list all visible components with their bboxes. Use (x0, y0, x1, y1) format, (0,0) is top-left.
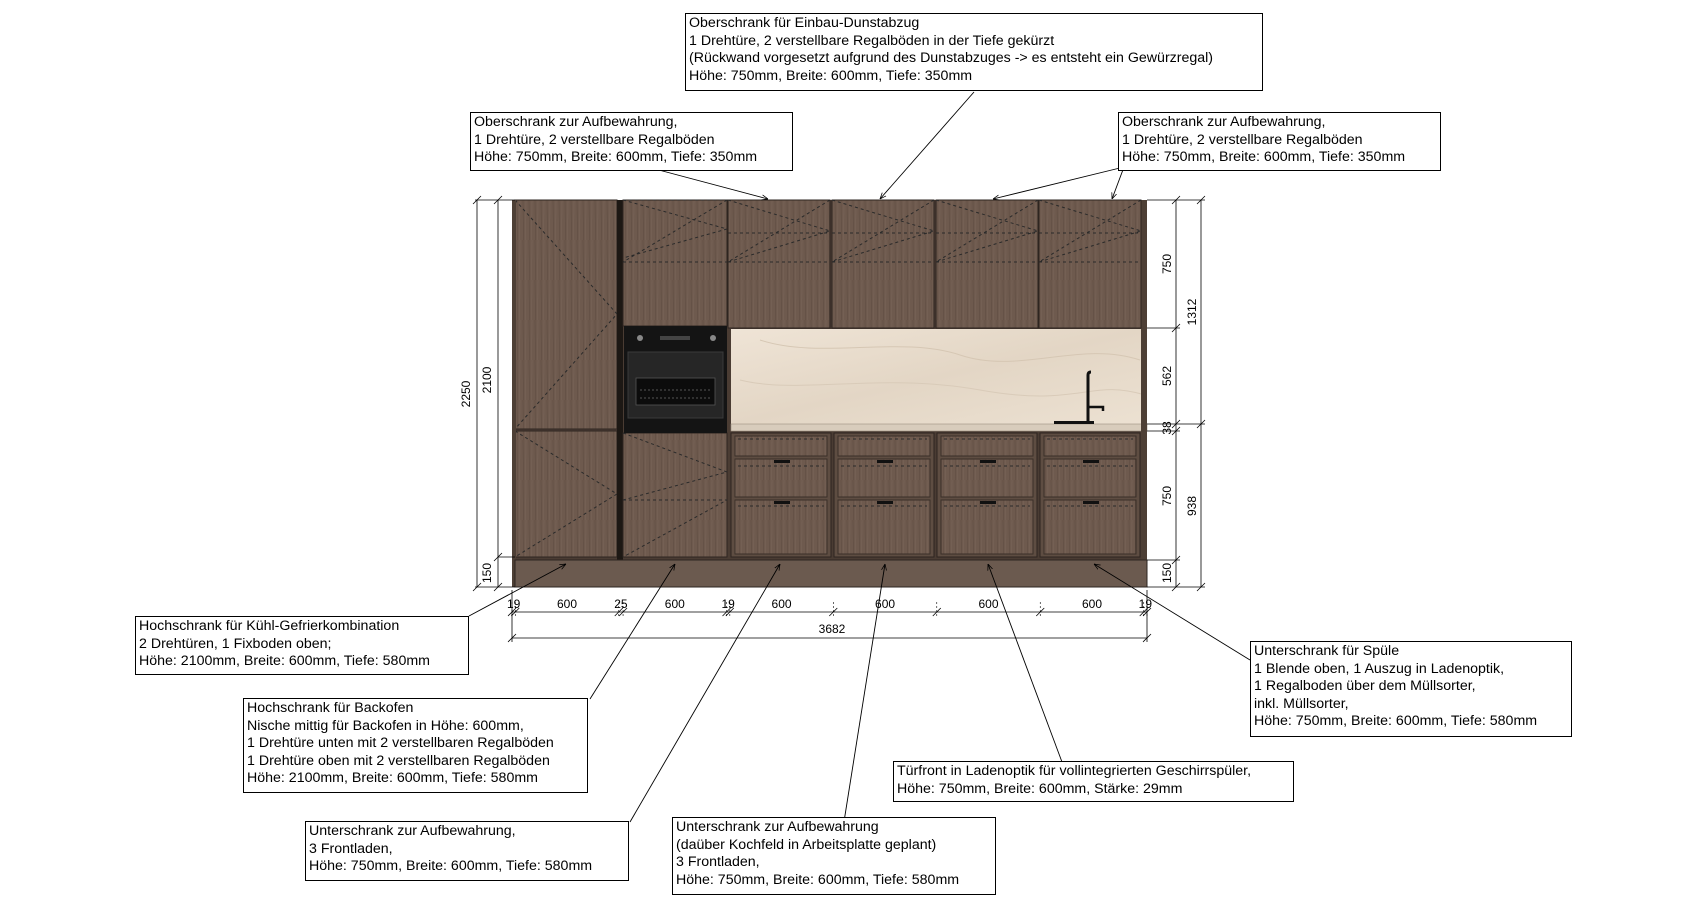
note-line: Höhe: 750mm, Breite: 600mm, Stärke: 29mm (897, 780, 1183, 797)
dim-width-label: 19 (721, 597, 735, 611)
note-line: 2 Drehtüren, 1 Fixboden oben; (139, 635, 332, 652)
note-line: Unterschrank zur Aufbewahrung (676, 819, 879, 835)
note-line: inkl. Müllsorter, (1254, 695, 1349, 712)
dim-left-plinth: 150 (480, 562, 494, 584)
note-line: Höhe: 750mm, Breite: 600mm, Tiefe: 580mm (1254, 713, 1538, 729)
note-line: 3 Frontladen, (309, 840, 393, 857)
note-wall-cabinet-left (470, 112, 793, 171)
side-panel-left (512, 200, 516, 587)
note-line: 1 Drehtüre unten mit 2 verstellbaren Regalböden (247, 735, 554, 751)
note-base-cabinet-storage (305, 821, 629, 881)
note-line: Höhe: 750mm, Breite: 600mm, Tiefe: 350mm (474, 149, 758, 165)
plinth (515, 560, 1147, 587)
note-line: Oberschrank zur Aufbewahrung, (1122, 114, 1326, 130)
dim-right-bottom-total: 938 (1185, 495, 1199, 517)
dim-width-label: 600 (556, 597, 578, 611)
note-line: Oberschrank zur Aufbewahrung, (474, 114, 678, 130)
kitchen-body (512, 200, 1147, 587)
note-line: Höhe: 750mm, Breite: 600mm, Tiefe: 580mm (309, 858, 593, 874)
dim-width-label: 600 (1081, 597, 1103, 611)
tall-cabinet-fridge (515, 200, 617, 557)
note-line: 1 Regalboden über dem Müllsorter, (1254, 678, 1476, 694)
dim-right-top-total: 1312 (1185, 298, 1199, 326)
dim-right-base: 750 (1160, 485, 1174, 507)
dim-right-plinth: 150 (1160, 562, 1174, 584)
note-base-cabinet-hob (672, 817, 996, 895)
dim-left-tall: 2100 (480, 366, 494, 394)
wall-cabinets (728, 200, 1141, 328)
note-line: 1 Drehtüre, 2 verstellbare Regalböden (474, 131, 715, 148)
worktop (731, 424, 1147, 431)
note-hood-wall-cabinet (685, 13, 1263, 91)
note-line: Höhe: 750mm, Breite: 600mm, Tiefe: 580mm (676, 871, 960, 888)
dim-width-label: 19 (506, 597, 521, 611)
dim-width-label: 600 (771, 597, 792, 611)
note-dishwasher-front (893, 761, 1294, 802)
note-line: Höhe: 2100mm, Breite: 600mm, Tiefe: 580mm (247, 770, 538, 786)
note-line: Höhe: 750mm, Breite: 600mm, Tiefe: 350mm (689, 67, 973, 84)
note-line: (Rückwand vorgesetzt aufgrund des Dunstabzuges -> es entsteht ein Gewürzregal) (689, 50, 1214, 66)
bottom-width-labels (507, 597, 1152, 611)
note-line: Höhe: 750mm, Breite: 600mm, Tiefe: 350mm (1122, 149, 1406, 165)
note-line: 1 Drehtüre, 2 verstellbare Regalböden in der Tiefe gekürzt (689, 32, 1055, 49)
note-line: 1 Blende oben, 1 Auszug in Ladenoptik, (1254, 660, 1505, 677)
side-panel-right (1141, 200, 1147, 587)
note-line: 1 Drehtüre oben mit 2 verstellbaren Regalböden (247, 752, 550, 769)
backsplash (731, 329, 1147, 424)
oven-icon (624, 326, 727, 433)
note-line: Unterschrank für Spüle (1254, 643, 1400, 659)
note-wall-cabinet-right (1118, 112, 1441, 171)
dim-width-label: 19 (1138, 597, 1153, 611)
note-line: Höhe: 2100mm, Breite: 600mm, Tiefe: 580mm (139, 653, 430, 669)
note-line: Unterschrank zur Aufbewahrung, (309, 823, 516, 839)
note-line: Hochschrank für Backofen (247, 700, 414, 716)
note-line: Oberschrank für Einbau-Dunstabzug (689, 15, 920, 31)
dim-width-label: 600 (978, 597, 999, 611)
bottom-width-ticks (508, 602, 1151, 616)
dim-right-worktop: 38 (1160, 421, 1174, 435)
note-line: Hochschrank für Kühl-Gefrierkombination (139, 618, 400, 634)
note-oven-tall-cabinet (243, 698, 588, 793)
dim-left-overall: 2250 (459, 380, 473, 408)
right-dimensions (1147, 196, 1205, 591)
note-line: (daüber Kochfeld in Arbeitsplatte geplant) (676, 836, 937, 853)
note-line: Türfront in Ladenoptik für vollintegrierten Geschirrspüler, (897, 763, 1252, 779)
note-line: 3 Frontladen, (676, 854, 760, 870)
note-line: 1 Drehtüre, 2 verstellbare Regalböden (1122, 131, 1363, 148)
note-line: Nische mittig für Backofen in Höhe: 600mm, (247, 717, 524, 734)
dim-width-label: 25 (614, 597, 628, 611)
dim-right-backsplash: 562 (1160, 365, 1174, 387)
dim-total-width: 3682 (818, 622, 846, 636)
dim-width-label: 600 (664, 597, 685, 611)
note-sink-base-cabinet (1250, 641, 1572, 737)
note-fridge-tall-cabinet (135, 616, 469, 675)
dim-width-label: 600 (875, 597, 896, 611)
dim-right-upper: 750 (1160, 253, 1174, 275)
